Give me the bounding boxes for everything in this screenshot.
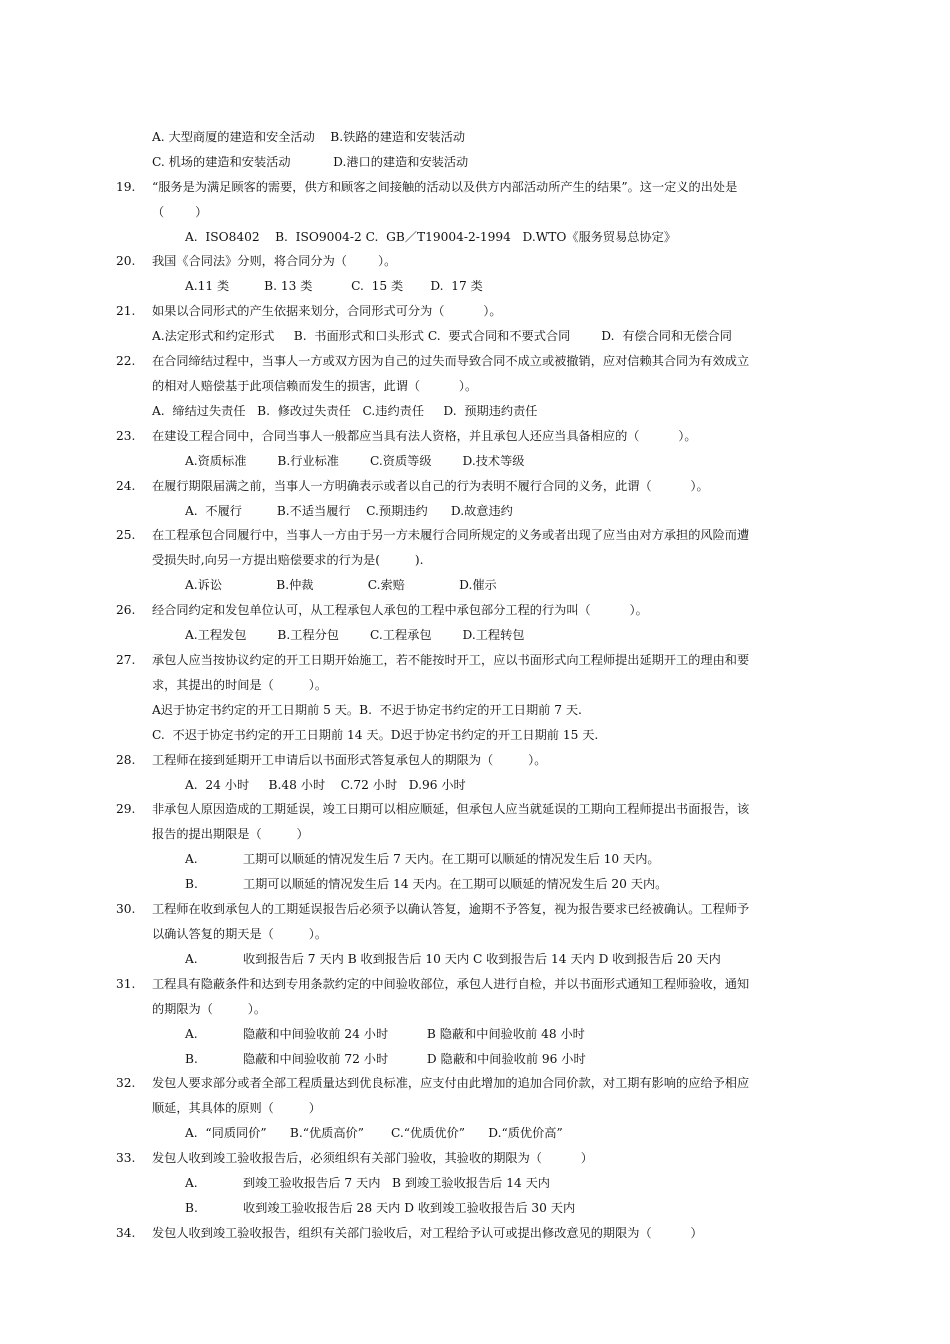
line-text: A. 不履行 B.不适当履行 C.预期违约 D.故意违约 <box>185 504 513 518</box>
option-text: 到竣工验收报告后 7 天内 B 到竣工验收报告后 14 天内 <box>243 1176 550 1190</box>
option-label: B. <box>185 877 198 891</box>
line-text: A.11 类 B. 13 类 C. 15 类 D. 17 类 <box>185 279 483 293</box>
line-text: A. 缔结过失责任 B. 修改过失责任 C.违约责任 D. 预期违约责任 <box>152 404 538 418</box>
question-number: 33. <box>116 1151 136 1165</box>
question-text: 工程师在收到承包人的工期延误报告后必须予以确认答复，逾期不予答复，视为报告要求已经被确认。工程师予 <box>152 902 750 916</box>
line-text: A迟于协定书约定的开工日期前 5 天。B. 不迟于协定书约定的开工日期前 7 天. <box>152 703 582 717</box>
question-number: 29. <box>116 802 136 816</box>
line-text: A. “同质同价” B.“优质高价” C.“优质优价” D.“质优价高” <box>185 1126 563 1140</box>
question-text: 在建设工程合同中，合同当事人一般都应当具有法人资格，并且承包人还应当具备相应的（ ）。 <box>152 429 697 443</box>
option-text: 隐蔽和中间验收前 72 小时 D 隐蔽和中间验收前 96 小时 <box>243 1052 586 1066</box>
question-text: 工程师在接到延期开工申请后以书面形式答复承包人的期限为（ ）。 <box>152 753 547 767</box>
line-text: A.诉讼 B.仲裁 C.索赔 D.催示 <box>185 578 497 592</box>
option-label: A. <box>185 952 198 966</box>
line-text: 的相对人赔偿基于此项信赖而发生的损害，此谓（ ）。 <box>152 379 478 393</box>
line-text: 的期限为（ ）。 <box>152 1002 267 1016</box>
question-number: 27. <box>116 653 136 667</box>
option-text: 收到竣工验收报告后 28 天内 D 收到竣工验收报告后 30 天内 <box>243 1201 576 1215</box>
line-text: C. 不迟于协定书约定的开工日期前 14 天。D迟于协定书约定的开工日期前 15 天. <box>152 728 599 742</box>
question-number: 24. <box>116 479 136 493</box>
line-text: C. 机场的建造和安装活动 D.港口的建造和安装活动 <box>152 155 469 169</box>
question-number: 31. <box>116 977 136 991</box>
line-text: A.工程发包 B.工程分包 C.工程承包 D.工程转包 <box>185 628 525 642</box>
question-text: 经合同约定和发包单位认可，从工程承包人承包的工程中承包部分工程的行为叫（ ）。 <box>152 603 648 617</box>
line-text: A.法定形式和约定形式 B. 书面形式和口头形式 C. 要式合同和不要式合同 D. 有偿合同和无偿合同 <box>152 329 732 343</box>
question-number: 26. <box>116 603 136 617</box>
option-label: B. <box>185 1052 198 1066</box>
line-text: 以确认答复的期天是（ ）。 <box>152 927 328 941</box>
question-text: 发包人收到竣工验收报告，组织有关部门验收后，对工程给予认可或提出修改意见的期限为（ ） <box>152 1226 703 1240</box>
question-number: 30. <box>116 902 136 916</box>
question-text: 工程具有隐蔽条件和达到专用条款约定的中间验收部位，承包人进行自检，并以书面形式通知工程师验收，通知 <box>152 977 750 991</box>
line-text: （ ） <box>152 205 208 219</box>
line-text: 顺延，其具体的原则（ ） <box>152 1101 321 1115</box>
line-text: 报告的提出期限是（ ） <box>152 827 309 841</box>
option-text: 收到报告后 7 天内 B 收到报告后 10 天内 C 收到报告后 14 天内 D 收到报告后 20 天内 <box>243 952 721 966</box>
option-text: 工期可以顺延的情况发生后 7 天内。在工期可以顺延的情况发生后 10 天内。 <box>243 852 660 866</box>
question-number: 21. <box>116 304 136 318</box>
question-text: “服务是为满足顾客的需要，供方和顾客之间接触的活动以及供方内部活动所产生的结果”。这一定义的出处是 <box>152 180 738 194</box>
question-number: 19. <box>116 180 136 194</box>
line-text: A. 大型商厦的建造和安全活动 B.铁路的建造和安装活动 <box>152 130 466 144</box>
question-number: 25. <box>116 528 136 542</box>
line-text: A. ISO8402 B. ISO9004-2 C. GB／T19004-2-1994 D.WTO《服务贸易总协定》 <box>185 230 677 244</box>
option-text: 隐蔽和中间验收前 24 小时 B 隐蔽和中间验收前 48 小时 <box>243 1027 585 1041</box>
question-text: 发包人收到竣工验收报告后，必须组织有关部门验收，其验收的期限为（ ） <box>152 1151 593 1165</box>
question-number: 22. <box>116 354 136 368</box>
option-label: A. <box>185 852 198 866</box>
option-label: A. <box>185 1176 198 1190</box>
question-number: 32. <box>116 1076 136 1090</box>
line-text: 受损失时,向另一方提出赔偿要求的行为是( ). <box>152 553 424 567</box>
question-text: 在合同缔结过程中，当事人一方或双方因为自己的过失而导致合同不成立或被撤销，应对信赖其合同为有效成立 <box>152 354 750 368</box>
question-number: 28. <box>116 753 136 767</box>
line-text: A.资质标准 B.行业标准 C.资质等级 D.技术等级 <box>185 454 525 468</box>
question-number: 34. <box>116 1226 136 1240</box>
option-label: B. <box>185 1201 198 1215</box>
option-label: A. <box>185 1027 198 1041</box>
question-number: 20. <box>116 254 136 268</box>
option-text: 工期可以顺延的情况发生后 14 天内。在工期可以顺延的情况发生后 20 天内。 <box>243 877 668 891</box>
question-text: 在工程承包合同履行中，当事人一方由于另一方未履行合同所规定的义务或者出现了应当由对方承担的风险而遭 <box>152 528 750 542</box>
question-number: 23. <box>116 429 136 443</box>
question-text: 承包人应当按协议约定的开工日期开始施工，若不能按时开工，应以书面形式向工程师提出延期开工的理由和要 <box>152 653 750 667</box>
question-text: 我国《合同法》分则，将合同分为（ ）。 <box>152 254 397 268</box>
question-text: 发包人要求部分或者全部工程质量达到优良标准，应支付由此增加的追加合同价款，对工期有影响的应给予相应 <box>152 1076 750 1090</box>
line-text: A. 24 小时 B.48 小时 C.72 小时 D.96 小时 <box>185 778 466 792</box>
question-text: 非承包人原因造成的工期延误，竣工日期可以相应顺延，但承包人应当就延误的工期向工程师提出书面报告，该 <box>152 802 750 816</box>
line-text: 求，其提出的时间是（ ）。 <box>152 678 328 692</box>
question-text: 如果以合同形式的产生依据来划分，合同形式可分为（ ）。 <box>152 304 502 318</box>
question-text: 在履行期限届满之前，当事人一方明确表示或者以自己的行为表明不履行合同的义务，此谓（ ）。 <box>152 479 709 493</box>
